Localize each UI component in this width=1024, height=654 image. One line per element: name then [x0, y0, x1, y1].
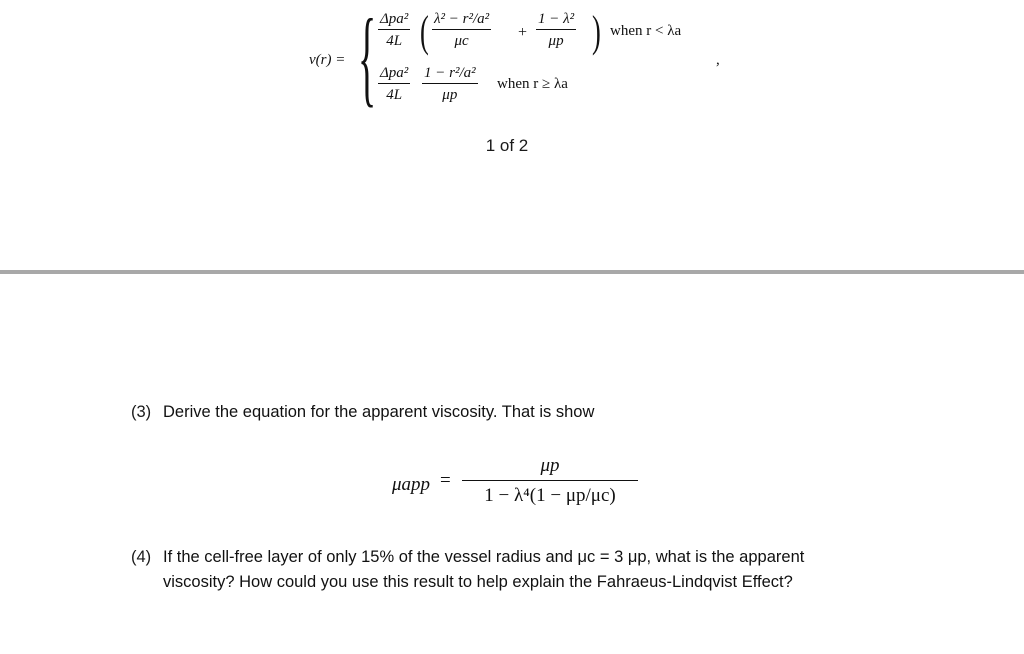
question-3-number: (3)	[131, 403, 152, 421]
case1-condition: when r < λa	[610, 23, 682, 39]
question-4-number: (4)	[131, 548, 152, 566]
page-counter: 1 of 2	[485, 136, 529, 155]
question-3-text: Derive the equation for the apparent viscosity. That is show	[163, 403, 595, 421]
fraction-denominator: 1 − λ⁴(1 − μp/μc)	[484, 485, 616, 506]
trailing-comma: ,	[716, 52, 720, 68]
equals-sign: =	[440, 470, 451, 491]
fraction-numerator: μp	[462, 454, 638, 481]
question-4-line-1: If the cell-free layer of only 15% of the vessel radius and μc = 3 μp, what is the apparent	[163, 548, 805, 566]
case1-core-fraction: $\frac{\text{λ² − r²/a²}}{\mu c}$	[434, 11, 490, 49]
case1-plasma-fraction: $\frac{\text{1 − λ²}}{\mu p}$	[538, 11, 575, 49]
case1-pressure-fraction: Δpa² 4L	[380, 11, 409, 49]
case2-plasma-fraction: $\frac{\text{1 − r²/a²}}{\mu p}$	[424, 65, 476, 103]
question-4-line-2: viscosity? How could you use this result to help explain the Fahraeus-Lindqvist Effect?	[163, 573, 793, 591]
plus-sign: +	[518, 24, 528, 41]
apparent-viscosity-symbol: μapp	[392, 474, 431, 495]
piecewise-brace: {	[358, 0, 377, 117]
left-paren: (	[420, 7, 429, 56]
case2-pressure-fraction: Δpa² 4L	[380, 65, 409, 103]
pdf-page-1	[0, 0, 1024, 270]
apparent-viscosity-fraction	[462, 454, 638, 509]
right-paren: )	[592, 7, 601, 56]
velocity-lhs: v(r) =	[309, 52, 346, 68]
case2-condition: when r ≥ λa	[497, 76, 568, 92]
pdf-page-2	[0, 274, 1024, 654]
